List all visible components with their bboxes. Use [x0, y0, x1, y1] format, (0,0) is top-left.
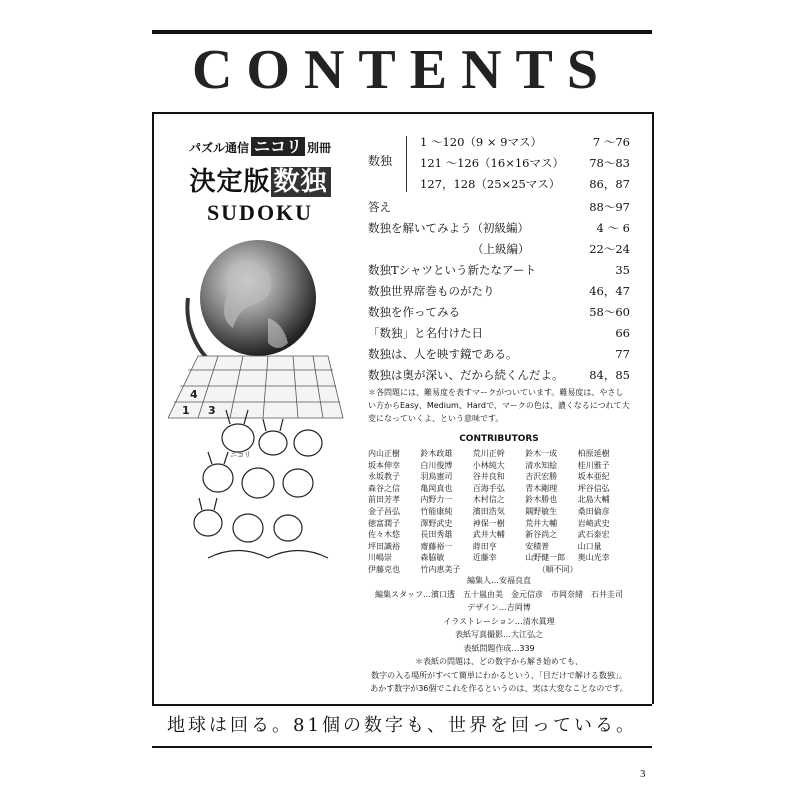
page-number: 3	[640, 768, 646, 780]
logo-main-highlight: 数独	[271, 167, 331, 197]
toc-label: 数独Tシャツという新たなアート	[368, 263, 537, 277]
contributor-name: 澤野武史	[420, 518, 453, 528]
logo-subtitle	[180, 134, 340, 157]
contributor-name: 川嶋崇	[368, 553, 392, 563]
toc-row	[368, 323, 630, 344]
book-logo	[180, 134, 340, 226]
contributor-name: 武石泰宏	[577, 530, 610, 540]
toc-row	[420, 132, 630, 153]
contributor-name: 竹能康純	[420, 506, 453, 516]
credit-photo: 表紙写真撮影…大江弘之	[455, 630, 543, 639]
globe-and-characters-illustration	[168, 228, 348, 588]
contributor-name: 百海手弘	[472, 483, 505, 493]
contributor-name: 吉沢宏勝	[525, 472, 558, 482]
contributor-name: 坂本亜紀	[577, 472, 610, 482]
contributor-name: 長田秀雄	[420, 530, 453, 540]
contributor-name: 竹内恵美子	[420, 564, 461, 574]
logo-nikoli: ニコリ	[251, 137, 305, 156]
toc-label: 数独を解いてみよう（初級編）	[368, 221, 529, 235]
toc-page: 88〜97	[589, 200, 630, 214]
credit-staff: 編集スタッフ…濱口透 五十嵐由美 金元信彦 市岡奈緒 石井圭司	[375, 589, 623, 599]
logo-subtitle-post: 別冊	[307, 141, 332, 155]
toc-page: 84，85	[589, 368, 630, 382]
contributor-name: 青木剛理	[525, 483, 558, 493]
contributor-name: 清水知絵	[525, 460, 558, 470]
contributor-name: 神保一樹	[472, 518, 505, 528]
toc-row	[368, 239, 630, 260]
contributors-suffix: （順不同）	[537, 564, 578, 574]
contributor-name: 新谷尚之	[525, 530, 558, 540]
toc-sudoku-label: 数独	[368, 154, 393, 168]
toc-row	[368, 344, 630, 365]
toc-row	[368, 281, 630, 302]
credits	[368, 574, 630, 696]
credit-cover-puzzle: 表紙問題作成…339	[463, 643, 535, 653]
contributor-name: 小林純大	[472, 460, 505, 470]
credit-design: デザイン…吉岡博	[467, 603, 531, 612]
toc-label: 「数独」と名付けた日	[368, 326, 483, 340]
contributor-name: 安積普	[525, 541, 550, 551]
contributor-name: 蒔田亨	[472, 541, 497, 551]
cover-note-line: ＊表紙の問題は、どの数字から解き始めても、	[415, 657, 583, 666]
toc-label: 答え	[368, 200, 391, 214]
slogan-banner: 地球は回る。81個の数字も、世界を回っている。	[152, 704, 652, 748]
contributor-name: 鈴木勝也	[525, 495, 558, 505]
contributor-name: 金子昌弘	[368, 506, 400, 516]
toc-label: 数独を作ってみる	[368, 305, 460, 319]
toc-label: 数独は、人を映す鏡である。	[368, 347, 518, 361]
toc-row	[368, 218, 630, 239]
toc-sudoku-group	[368, 132, 630, 195]
contributor-name: 齋藤裕一	[420, 541, 453, 551]
toc-label: （上級編）	[472, 242, 530, 256]
contributor-name: 谷井良和	[472, 472, 505, 482]
table-of-contents	[368, 132, 630, 386]
toc-page: 22〜24	[589, 242, 630, 256]
title-top-rule	[152, 30, 652, 34]
toc-label: 数独世界席巻ものがたり	[368, 284, 495, 298]
toc-label: 127，128（25×25マス）	[420, 177, 561, 191]
contributor-name: 奥山光幸	[577, 553, 610, 563]
nikoli-tag: ニコリ	[230, 451, 251, 459]
toc-page: 35	[615, 263, 630, 277]
toc-row	[420, 153, 630, 174]
toc-page: 66	[615, 326, 630, 340]
contributor-name: 武井大輔	[472, 530, 505, 540]
toc-row	[420, 174, 630, 195]
grid-digit: 1	[182, 404, 190, 417]
contributor-name: 鈴木一成	[525, 449, 558, 458]
toc-label: 1 〜120（9 × 9マス）	[420, 135, 543, 149]
contributors-title: CONTRIBUTORS	[459, 434, 539, 444]
credit-editor: 編集人…安福良直	[467, 576, 531, 585]
toc-page: 46，47	[589, 284, 630, 298]
contributor-name: 荒川正幹	[472, 449, 505, 458]
contributor-name: 山野健一郎	[525, 553, 566, 563]
toc-row	[368, 260, 630, 281]
toc-row	[368, 365, 630, 386]
grid-digit: 4	[190, 388, 198, 401]
logo-main-pre: 決定版	[189, 167, 271, 197]
contributor-name: 濱田浩気	[472, 506, 505, 516]
contributor-name: 白川俊博	[420, 460, 453, 470]
contributor-name: 永坂教子	[368, 472, 400, 482]
contributor-name: 内野力一	[420, 495, 453, 505]
contributor-name: 内山正樹	[368, 449, 400, 458]
toc-label: 数独は奥が深い、だから続くんだよ。	[368, 368, 564, 382]
toc-row	[368, 302, 630, 323]
toc-page: 58〜60	[589, 305, 630, 319]
logo-subtitle-pre: パズル通信	[188, 141, 249, 155]
contributor-name: 徳富潤子	[368, 518, 400, 528]
contributor-name: 桑田倫彦	[577, 506, 610, 516]
toc-brace	[406, 136, 409, 192]
contributor-name: 前田芳孝	[368, 495, 400, 505]
cartoon-characters	[194, 410, 328, 558]
toc-page: 4 〜 6	[596, 221, 630, 235]
contributor-name: 岩崎武史	[577, 518, 610, 528]
contributor-name: 北島大輔	[577, 495, 610, 505]
toc-page: 77	[615, 347, 630, 361]
contributor-name: 桂川雅子	[577, 460, 610, 470]
contributor-name: 近藤幸	[472, 553, 497, 563]
contributor-name: 坂本伸幸	[368, 460, 400, 470]
contributor-name: 森脇敏	[420, 553, 445, 563]
contributor-name: 木村信之	[472, 495, 505, 505]
logo-main-title	[180, 161, 340, 198]
sudoku-grid-floor	[168, 356, 343, 418]
cover-note-line: あかす数字が36個でこれを作るというのは、実は大変なことなのです。	[370, 684, 628, 693]
logo-english: SUDOKU	[206, 200, 314, 225]
grid-digit: 3	[208, 404, 216, 417]
contributor-name: 鈴木政雄	[420, 449, 453, 458]
toc-page: 86，87	[589, 177, 630, 191]
credit-illustration: イラストレーション…清水眞理	[443, 616, 555, 626]
toc-row	[368, 197, 630, 218]
contributor-name: 坪田識裕	[368, 541, 400, 551]
difficulty-note: ＊各問題には、難易度を表すマークがついています。難易度は、やさしい方からEasy、Medium、Hardで、マークの色は、濃くなるにつれて大変になっていくよ、という意味です。	[368, 388, 630, 423]
contributors-list	[368, 448, 630, 576]
page-title: CONTENTS	[191, 39, 613, 101]
toc-page: 7 〜76	[592, 135, 630, 149]
contributor-name: 伊藤克也	[368, 564, 400, 574]
contributor-name: 荒井大輔	[525, 518, 558, 528]
contributor-name: 山口量	[577, 541, 602, 551]
contributor-name: 亀岡真也	[420, 483, 453, 493]
contributor-name: 羽鳥憲司	[420, 472, 453, 482]
contributor-name: 坪谷信弘	[577, 483, 610, 493]
contributor-name: 佐々木悠	[368, 530, 400, 540]
contributor-name: 柏原延樹	[577, 449, 610, 458]
contributor-name: 隅野敏生	[525, 506, 558, 516]
cover-note-line: 数字の入る場所がすべて簡単にわかるという、「目だけで解ける数独」。	[371, 670, 627, 680]
contributor-name: 森谷之信	[368, 483, 400, 493]
toc-label: 121 〜126（16×16マス）	[420, 156, 564, 170]
toc-page: 78〜83	[589, 156, 630, 170]
